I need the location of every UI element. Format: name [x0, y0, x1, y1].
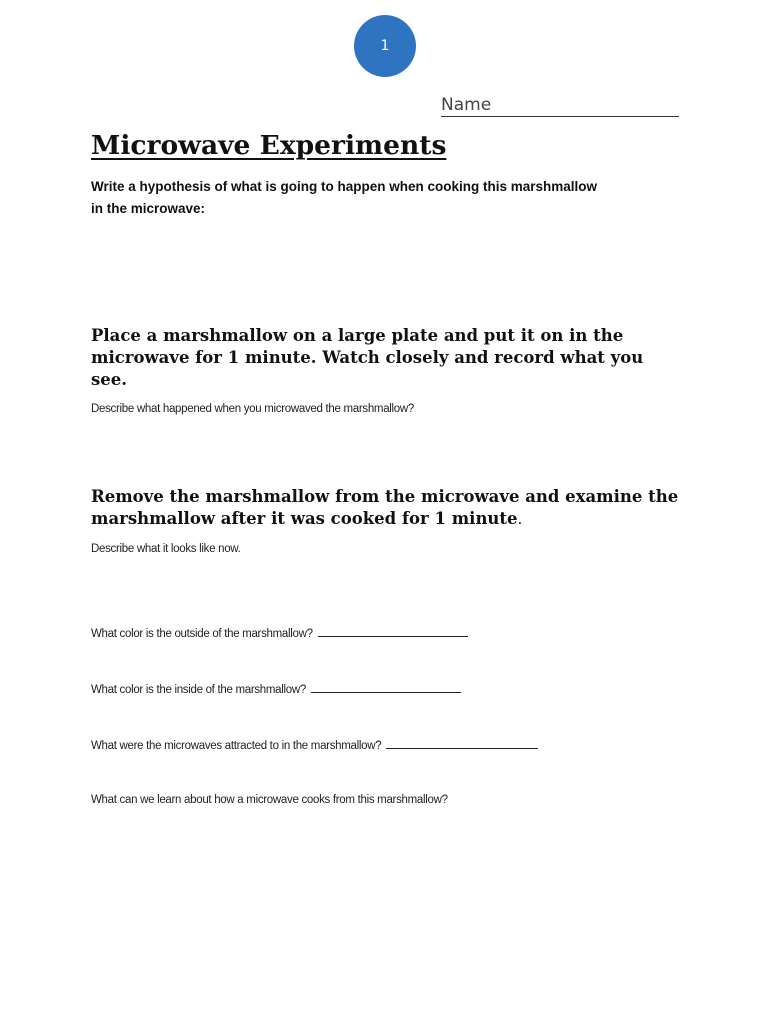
question-outside-color-text: What color is the outside of the marshmallow? [91, 628, 313, 640]
hypothesis-prompt: Write a hypothesis of what is going to happen when cooking this marshmallow in the microwave: [91, 179, 598, 216]
question-what-can-we-learn [91, 794, 448, 806]
page-number-badge [354, 15, 416, 77]
describe-happened-prompt: Describe what happened when you microwaved the marshmallow? [91, 403, 415, 415]
section-heading-microwave: Place a marshmallow on a large plate and put it on in the microwave for 1 minute. Watch closely and record what you see. [91, 326, 644, 389]
section-heading-examine [91, 486, 681, 530]
question-inside-color [91, 682, 461, 696]
name-label: Name [441, 95, 492, 115]
section-heading-examine-text: Remove the marshmallow from the microwave and examine the marshmallow after it was cooked for 1 minute [91, 487, 679, 528]
describe-now-prompt: Describe what it looks like now. [91, 543, 241, 555]
answer-line-inside-color[interactable] [311, 682, 461, 693]
name-field[interactable] [441, 94, 679, 117]
worksheet-title: Microwave Experiments [91, 130, 447, 161]
question-what-can-we-learn-text: What can we learn about how a microwave cooks from this marshmallow? [91, 794, 448, 806]
answer-line-microwaves-attracted[interactable] [386, 738, 538, 749]
question-outside-color [91, 626, 468, 640]
question-inside-color-text: What color is the inside of the marshmallow? [91, 684, 306, 696]
page-number: 1 [380, 38, 390, 54]
section-heading-examine-trail: . [517, 510, 523, 528]
question-microwaves-attracted-text: What were the microwaves attracted to in the marshmallow? [91, 740, 382, 752]
question-microwaves-attracted [91, 738, 538, 752]
answer-line-outside-color[interactable] [318, 626, 468, 637]
